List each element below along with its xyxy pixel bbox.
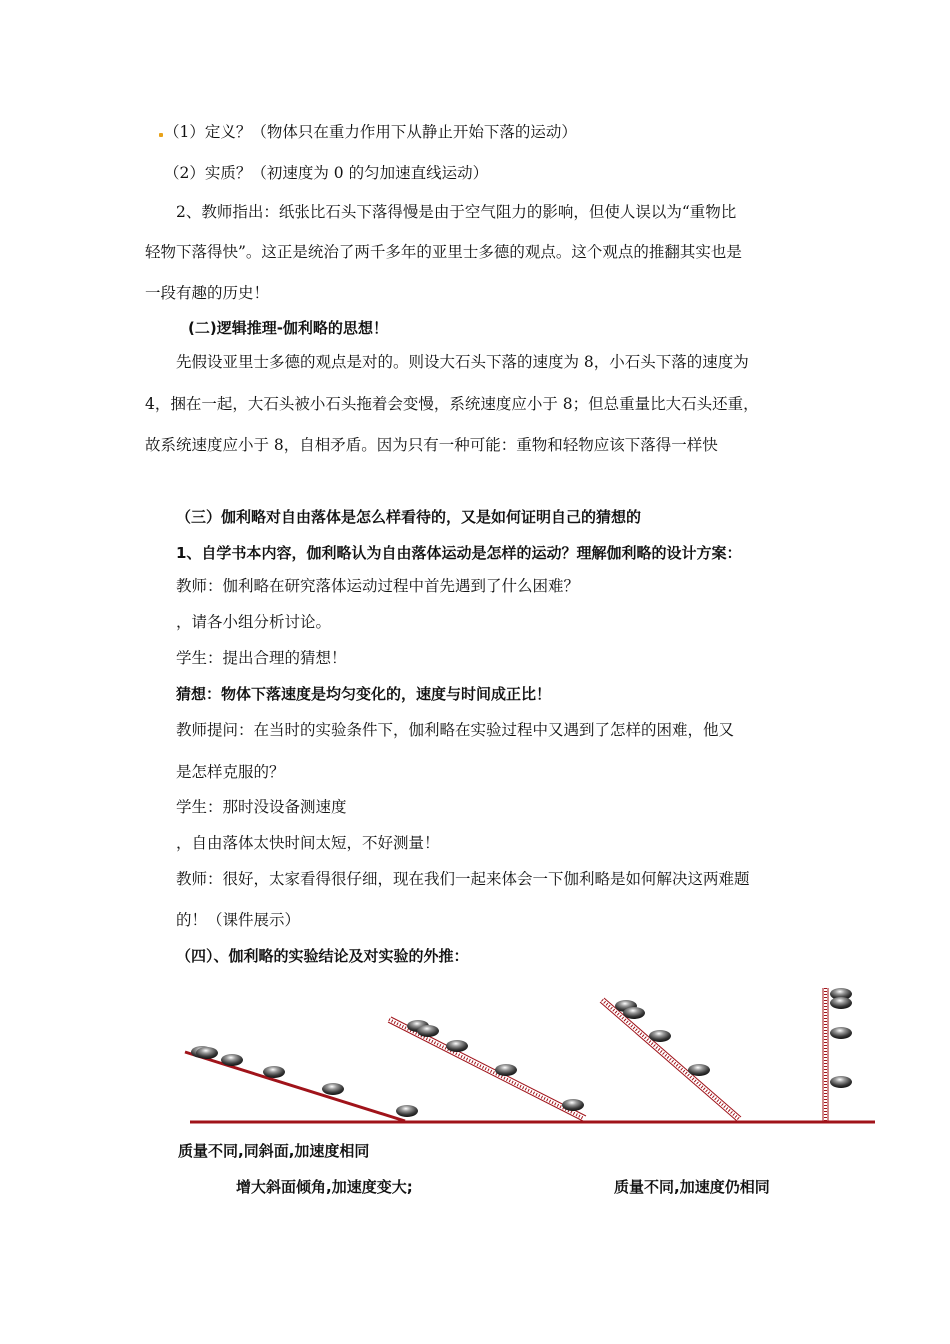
ball [830,1076,852,1088]
essence-line: （2）实质？（初速度为 0 的匀加速直线运动） [164,164,489,182]
ball-set-incline-2 [407,1020,584,1111]
paragraph-line: 学生：提出合理的猜想！ [176,649,347,667]
paragraph-line: 一段有趣的历史！ [145,284,270,302]
section-heading-2: (二)逻辑推理-伽利略的思想！ [188,319,388,337]
paragraph-line: 2、教师指出：纸张比石头下落得慢是由于空气阻力的影响，但使人误以为“重物比 [176,203,737,221]
ball [830,1027,852,1039]
section-heading-4: （四）、伽利略的实验结论及对实验的外推： [176,947,469,965]
figure-caption-1: 质量不同,同斜面,加速度相同 [178,1142,370,1160]
ball [649,1030,671,1042]
incline-experiment-figure [180,982,880,1132]
incline-3 [600,998,741,1121]
ball [396,1105,418,1117]
paragraph-line: 是怎样克服的？ [176,763,285,781]
paragraph-line: ，请各小组分析讨论。 [176,613,332,631]
ball [417,1025,439,1037]
figure-caption-3: 质量不同,加速度仍相同 [614,1178,770,1196]
orange-marker [159,133,163,137]
paragraph-line: 教师提问：在当时的实验条件下，伽利略在实验过程中又遇到了怎样的困难，他又 [176,721,735,739]
paragraph-line: 轻物下落得快”。这正是统治了两千多年的亚里士多德的观点。这个观点的推翻其实也是 [145,243,742,261]
ball [623,1007,645,1019]
ball [562,1099,584,1111]
definition-line: （1）定义？（物体只在重力作用下从静止开始下落的运动） [164,123,577,141]
paragraph-line: 故系统速度应小于 8，自相矛盾。因为只有一种可能：重物和轻物应该下落得一样快 [145,436,718,454]
ball [495,1064,517,1076]
paragraph-line: 先假设亚里士多德的观点是对的。则设大石头下落的速度为 8，小石头下落的速度为 [176,353,749,371]
ball [196,1047,218,1059]
ball [221,1054,243,1066]
paragraph-line: 学生：那时没设备测速度 [176,798,347,816]
subsection-heading: 1、自学书本内容，伽利略认为自由落体运动是怎样的运动？理解伽利略的设计方案： [176,544,742,562]
paragraph-line: 教师：伽利略在研究落体运动过程中首先遇到了什么困难？ [176,577,580,595]
ball [263,1066,285,1078]
paragraph-line: 教师：很好，太家看得很仔细，现在我们一起来体会一下伽利略是如何解决这两难题 [176,870,750,888]
ball [830,997,852,1009]
paragraph-line: 的！（课件展示） [176,911,301,929]
ball-set-incline-1 [191,1046,418,1117]
incline-1 [185,1052,405,1121]
figure-caption-2: 增大斜面倾角,加速度变大; [236,1178,413,1196]
ball [322,1083,344,1095]
paragraph-line: ，自由落体太快时间太短，不好测量！ [176,834,440,852]
hypothesis-line: 猜想：物体下落速度是均匀变化的，速度与时间成正比！ [176,685,552,703]
ball-set-vertical [830,988,852,1088]
section-heading-3: （三）伽利略对自由落体是怎么样看待的，又是如何证明自己的猜想的 [176,508,642,526]
ball [688,1064,710,1076]
vertical-drop [823,988,828,1121]
paragraph-line: 4，捆在一起，大石头被小石头拖着会变慢，系统速度应小于 8；但总重量比大石头还重， [145,395,759,413]
ball-set-incline-3 [615,1000,710,1076]
ball [446,1040,468,1052]
